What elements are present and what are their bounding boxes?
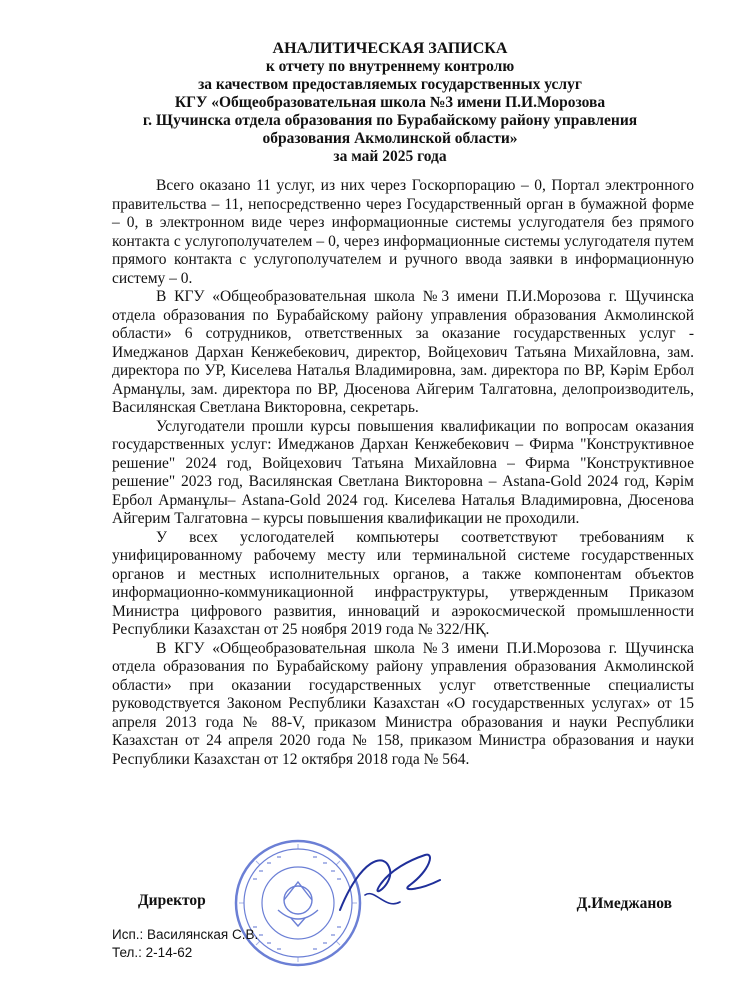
document-header bbox=[100, 40, 680, 166]
paragraph: Услугодатели прошли курсы повышения квалификации по вопросам оказания государственных услуг: Имеджанов Дархан Кенжебекович – Фирма "Конструктивное решение" 2024 год, Войцехович Татьяна Михайловна – Фирма "Конструктивное решение" 2023 год, Василянская Светлана Викторовна – Astana-Gold 2024 год, Кәрім Ербол Арманұлы– Astana-Gold 2024 год. Киселева Наталья Владимировна, Дюсенова Айгерим Талгатовна – курсы повышения квалификации не проходили. bbox=[112, 417, 694, 527]
subtitle-line-1: к отчету по внутреннему контролю bbox=[265, 58, 515, 75]
organization-line-3: образования Акмолинской области» bbox=[262, 130, 518, 147]
signature-icon bbox=[330, 840, 450, 930]
organization-line-1: КГУ «Общеобразовательная школа №3 имени П.И.Морозова bbox=[174, 94, 606, 111]
paragraph: У всех услогодателей компьютеры соответствуют требованиям к унифицированному рабочему месту или терминальной системе государственных органов и местных исполнительных органов, а также компонентам объектов информационно-коммуникационной инфраструктуры, утвержденным Приказом Министра цифрового развития, инноваций и аэрокосмической промышленности Республики Казахстан от 25 ноября 2019 года № 322/НҚ. bbox=[112, 528, 694, 638]
subtitle-line-2: за качеством предоставляемых государственных услуг bbox=[198, 76, 582, 93]
executor-info bbox=[112, 926, 258, 962]
document-title: АНАЛИТИЧЕСКАЯ ЗАПИСКА bbox=[272, 40, 508, 57]
paragraph: В КГУ «Общеобразовательная школа №3 имени П.И.Морозова г. Щучинска отдела образования по Бурабайскому району управления образования Акмолинской области» 6 сотрудников, ответственных за оказание государственных услуг - Имеджанов Дархан Кенжебекович, директор, Войцехович Татьяна Михайловна, зам. директора по УР, Киселева Наталья Владимировна, зам. директора по ВР, Кәрім Ербол Арманұлы, зам. директора по ВР, Дюсенова Айгерим Талгатовна, делопроизводитель, Василянская Светлана Викторовна, секретарь. bbox=[112, 288, 694, 416]
signatory-position: Директор bbox=[138, 892, 206, 909]
document-body bbox=[112, 177, 694, 769]
paragraph: Всего оказано 11 услуг, из них через Госкорпорацию – 0, Портал электронного правительства – 11, непосредственно через Государственный орган в бумажной форме – 0, в электронном виде через информационные системы услугодателя без прямого контакта с услугополучателем – 0, через информационные системы услугодателя путем прямого контакта с услугополучателем и ручного ввода заявки в информационную систему – 0. bbox=[112, 177, 694, 287]
organization-line-2: г. Щучинска отдела образования по Бурабайскому району управления bbox=[142, 112, 638, 129]
paragraph: В КГУ «Общеобразовательная школа №3 имени П.И.Морозова г. Щучинска отдела образования по Бурабайскому району управления образования Акмолинской области» при оказании государственных услуг ответственные специалисты руководствуется Законом Республики Казахстан «О государственных услугах» от 15 апреля 2013 года № 88-V, приказом Министра образования и науки Республики Казахстан от 24 апреля 2020 года № 158, приказом Министра образования и науки Республики Казахстан от 12 октября 2018 года № 564. bbox=[112, 639, 694, 768]
signatory-name: Д.Имеджанов bbox=[576, 895, 672, 912]
executor-phone: Тел.: 2-14-62 bbox=[112, 945, 193, 960]
report-period: за май 2025 года bbox=[333, 148, 447, 165]
executor-name: Исп.: Василянская С.В. bbox=[112, 927, 259, 942]
